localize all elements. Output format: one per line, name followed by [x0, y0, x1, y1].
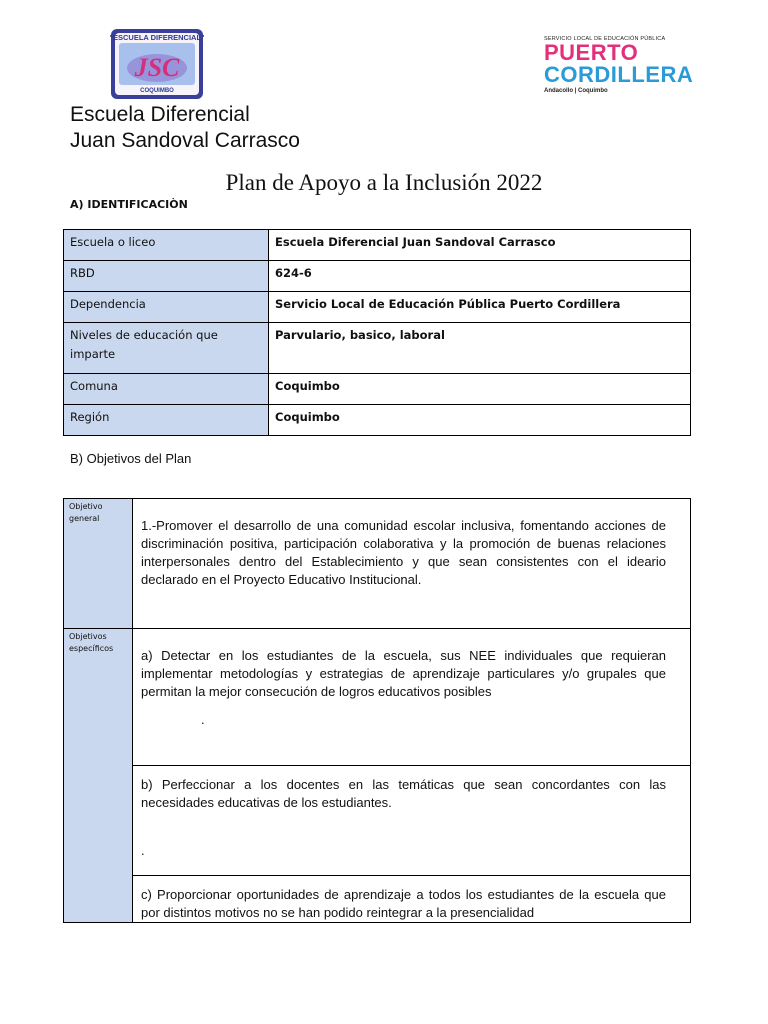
slep-logo-word1 [544, 42, 726, 64]
table-row [64, 766, 691, 876]
row-label: Región [64, 405, 269, 436]
logo-bottom-text: COQUIMBO [140, 88, 174, 94]
slep-logo-word2 [544, 64, 726, 86]
section-a-heading: A) IDENTIFICACIÒN [70, 198, 188, 211]
row-value: Parvulario, basico, laboral [269, 323, 691, 374]
table-row [64, 499, 691, 629]
slep-logo [544, 36, 726, 108]
specific-objectives-label: Objetivos específicos [64, 629, 133, 923]
objectives-table [63, 498, 691, 923]
row-label: Comuna [64, 374, 269, 405]
specific-objective [133, 629, 691, 766]
row-value: Servicio Local de Educación Pública Puerto Cordillera [269, 292, 691, 323]
slep-logo-sub: Andacollo | Coquimbo [544, 88, 608, 94]
row-value: Escuela Diferencial Juan Sandoval Carrasco [269, 230, 691, 261]
logo-top-text: "ESCUELA DIFERENCIAL" [110, 33, 204, 42]
table-row [64, 876, 691, 923]
specific-objective [133, 876, 691, 923]
slep-logo-word2-text: CORDILLERA [544, 62, 694, 87]
slep-logo-word1-text: PUERTO [544, 40, 639, 65]
row-label: Niveles de educación que imparte [64, 323, 269, 374]
school-name-line2: Juan Sandoval Carrasco [70, 129, 300, 152]
school-name [70, 102, 300, 154]
section-b-heading: B) Objetivos del Plan [70, 451, 192, 466]
school-name-line1: Escuela Diferencial [70, 103, 250, 126]
row-label: RBD [64, 261, 269, 292]
specific-objective-text: c) Proporcionar oportunidades de aprendizaje a todos los estudiantes de la escuela que por distintos motivos no se han podido reintegrar a la presencialidad [141, 887, 666, 920]
page-title: Plan de Apoyo a la Inclusión 2022 [225, 170, 543, 195]
table-row [64, 374, 691, 405]
specific-objective [133, 766, 691, 876]
table-row [64, 230, 691, 261]
table-row [64, 261, 691, 292]
table-row [64, 629, 691, 766]
table-row [64, 405, 691, 436]
trailing-dot: . [141, 843, 145, 858]
logo-monogram: JSC [134, 53, 180, 82]
general-objective-text: 1.-Promover el desarrollo de una comunidad escolar inclusiva, fomentando acciones de discriminación positiva, participación colaborativa y la promoción de buenas relaciones interpersonales dentro del Establecimiento y que sean consistentes con el ideario declarado en el Proyecto Educativo Institucional. [133, 499, 691, 629]
row-value: Coquimbo [269, 405, 691, 436]
trailing-dot: . [201, 712, 205, 727]
specific-objective-text: a) Detectar en los estudiantes de la escuela, sus NEE individuales que requieran implementar metodologías y estrategias de aprendizaje particulares y/o grupales que permitan la mejor consecución de logros educativos posibles [141, 648, 666, 699]
row-label: Escuela o liceo [64, 230, 269, 261]
slep-logo-top: SERVICIO LOCAL DE EDUCACIÓN PÚBLICA [544, 36, 666, 42]
school-logo [110, 28, 204, 100]
identification-table [63, 229, 691, 436]
row-label: Dependencia [64, 292, 269, 323]
general-objective-label: Objetivo general [64, 499, 133, 629]
row-value: 624-6 [269, 261, 691, 292]
table-row [64, 292, 691, 323]
table-row [64, 323, 691, 374]
row-value: Coquimbo [269, 374, 691, 405]
specific-objective-text: b) Perfeccionar a los docentes en las temáticas que sean concordantes con las necesidades educativas de los estudiantes. [141, 777, 666, 810]
